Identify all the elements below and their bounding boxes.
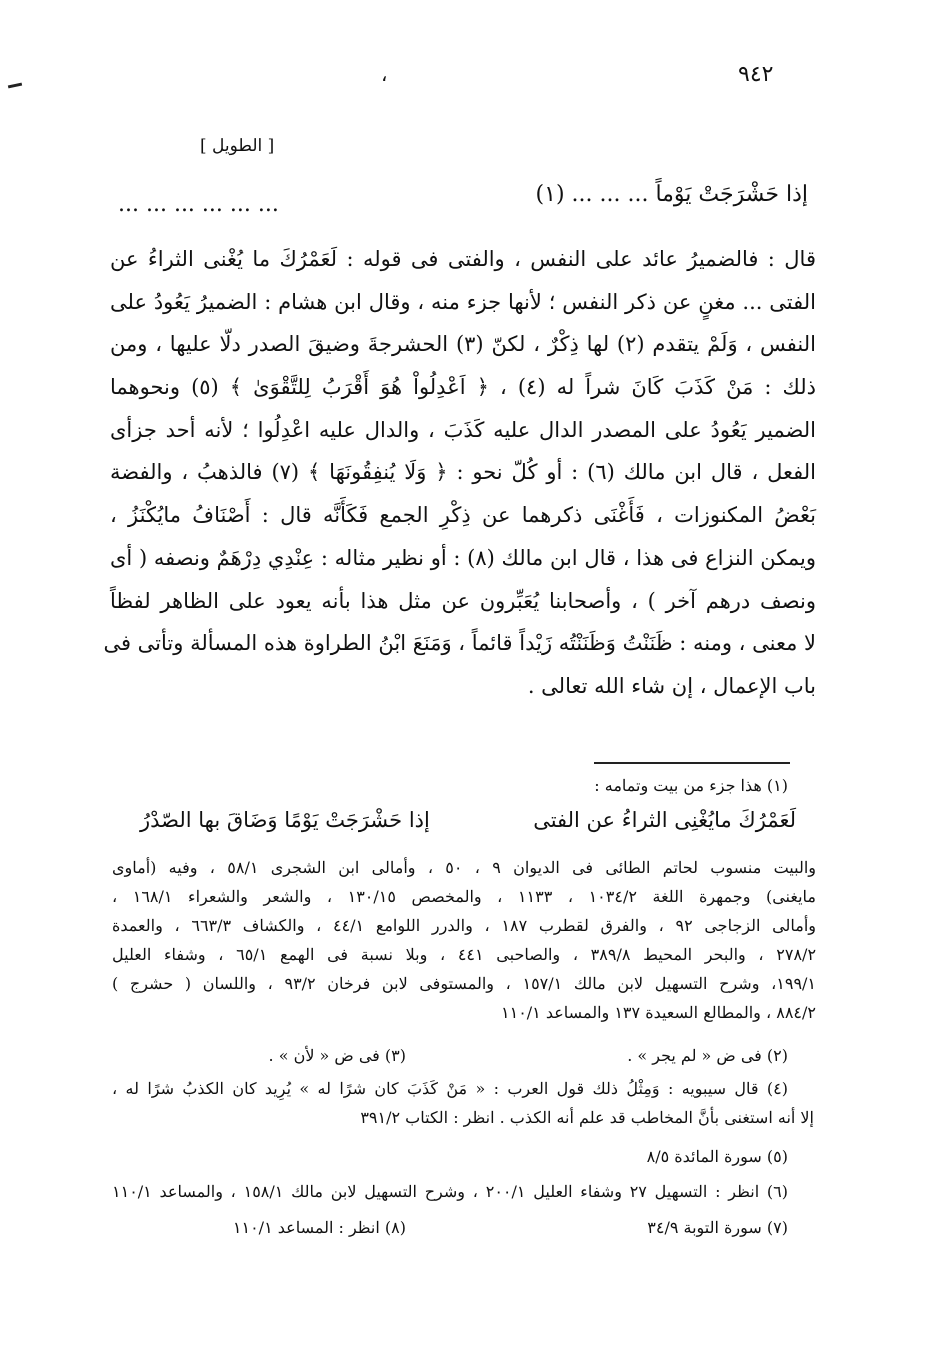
body-line: قال : فالضميرُ عائد على النفس ، والفتى فى قوله : لَعَمْرُكَ ما يُغْنى الثراءُ عن — [110, 247, 816, 271]
body-line: الضمير يَعُودُ على المصدر الدال عليه كَذَبَ ، والدال عليه اعْدِلُوا ؛ لأنه أحد جزأى — [110, 417, 816, 442]
footnote-1-line: مايغنى) وجمهرة اللغة ١٠٣٤/٢ ، ١١٣٣ ، والمخصص ١٣٠/١٥ ، والشعر والشعراء ١٦٨/١ ، — [112, 887, 817, 906]
footnote-1-line: ٨٨٤/٢ ، والمطالع السعيدة ١٣٧ والمساعد ١١٠/١ — [501, 1003, 816, 1022]
footnote-4-line: إلا أنه استغنى بأنَّ المخاطب قد علم أنه الكذب . انظر : الكتاب ٣٩١/٢ — [360, 1108, 814, 1127]
footnote-6: (٦) انظر : التسهيل ٢٧ وشفاء العليل ٢٠٠/١ ، وشرح التسهيل لابن مالك ١٥٨/١ ، والمساعد ١١٠/١ — [112, 1182, 788, 1201]
body-line: لا معنى ، ومنه : ظَنَنْتُ وَظَنَنْتُه زَيْداً قائماً ، وَمَنَعَ ابْنُ الطراوة هذه المسألة وتأتى فى — [103, 631, 816, 656]
page-number: ٩٤٢ — [738, 62, 774, 87]
body-line: باب الإعمال ، إن شاء الله تعالى . — [527, 673, 816, 698]
footnote-4-line: (٤) قال سيبويه : وَمِثْلُ ذلك قول العرب : « مَنْ كَذَبَ كان شرًا له » يُرِيد كان الكذبُ شرًا له ، — [112, 1079, 788, 1098]
main-text — [103, 238, 817, 708]
footnote-1-line: ١٩٩/١، وشرح التسهيل لابن مالك ١٥٧/١ ، والمستوفى لابن فرخان ٩٣/٢ ، واللسان ( حشرج ) — [112, 974, 817, 993]
footnote-1-line: وأمالى الزجاجى ٩٢ ، والفرق لقطرب ١٨٧ ، والدرر اللوامع ٤٤/١ ، والكشاف ٦٦٣/٣ ، والعمدة — [112, 916, 817, 935]
footnote-5: (٥) سورة المائدة ٨/٥ — [646, 1147, 788, 1166]
footnote-1-verse — [140, 808, 796, 832]
header-mark: ، — [381, 62, 388, 86]
margin-mark — [8, 83, 22, 89]
body-line: الفتى ... مغنٍ عن ذكر النفس ؛ لأنها جزء منه ، وقال ابن هشام : الضميرُ يَعُودُ على — [110, 289, 816, 314]
verse-fragment — [118, 182, 808, 217]
footnote-1-verse-left: إذا حَشْرَجَتْ يَوْمًا وَضَاقَ بها الصّدْرُ — [140, 808, 430, 832]
footnote-2: (٢) فى ض « لم يجر » . — [627, 1046, 788, 1065]
body-line: ذلك : مَنْ كَذَبَ كَانَ شراً له (٤) ، ﴿ اَعْدِلُواْ هُوَ أَقْرَبُ لِلتَّقْوَىٰ ﴾ (٥) ونحوهما — [110, 375, 816, 400]
footnote-1-line: والبيت منسوب لحاتم الطائى فى الديوان ٩ ، ٥٠ ، وأمالى ابن الشجرى ٥٨/١ ، وفيه (أماوى — [112, 858, 817, 877]
footnote-7: (٧) سورة التوبة ٣٤/٩ — [647, 1218, 788, 1237]
body-line: بَعْضُ المكنوزات ، فَأَغْنَى ذكرهما عن ذِكْرِ الجمع فَكَأَنَّه قال : أَصْنَافُ مايُكْنَزُ ، — [110, 503, 816, 528]
body-line: ونصف درهم آخر ) ، وأصحابنا يُعَبِّرون عن مثل هذا بأنه يعود على الظاهر لفظاً — [110, 588, 816, 613]
footnote-8: (٨) انظر : المساعد ١١٠/١ — [232, 1218, 406, 1237]
body-line: الفعل ، قال ابن مالك (٦) : أو كُلّ نحو : ﴿ وَلَا يُنفِقُونَهَا ﴾ (٧) فالذهبُ ، والفضة — [110, 460, 816, 485]
footnote-3: (٣) فى ض « لأن » . — [268, 1046, 406, 1065]
verse-hemistich-right: إذا حَشْرَجَتْ يَوْماً ... ... ... (١) — [535, 182, 808, 207]
footnote-1-intro: (١) هذا جزء من بيت وتمامه : — [594, 776, 788, 795]
footnote-1-line: ٢٧٨/٢ ، والبحر المحيط ٣٨٩/٨ ، والصاحبى ٤٤١ ، وبلا نسبة فى الهمع ٦٥/١ ، وشفاء العليل — [112, 945, 817, 964]
footnote-divider — [594, 762, 790, 764]
body-line: النفس ، وَلَمْ يتقدم (٢) لها ذِكْرٌ ، لكنّ (٣) الحشرجةَ وضيقَ الصدر دلّا عليها ، ومن — [110, 332, 816, 357]
footnote-1-verse-right: لَعَمْرُكَ مايُغْنِى الثراءُ عن الفتى — [533, 808, 796, 832]
body-line: ويمكن النزاع فى هذا ، قال ابن مالك (٨) : أو نظير مثاله : عِنْدِي دِرْهَمٌ ونصفه ( أى — [110, 545, 817, 570]
verse-hemistich-left: ... ... ... ... ... ... — [118, 192, 279, 217]
poetic-meter-label: [ الطويل ] — [200, 136, 275, 156]
